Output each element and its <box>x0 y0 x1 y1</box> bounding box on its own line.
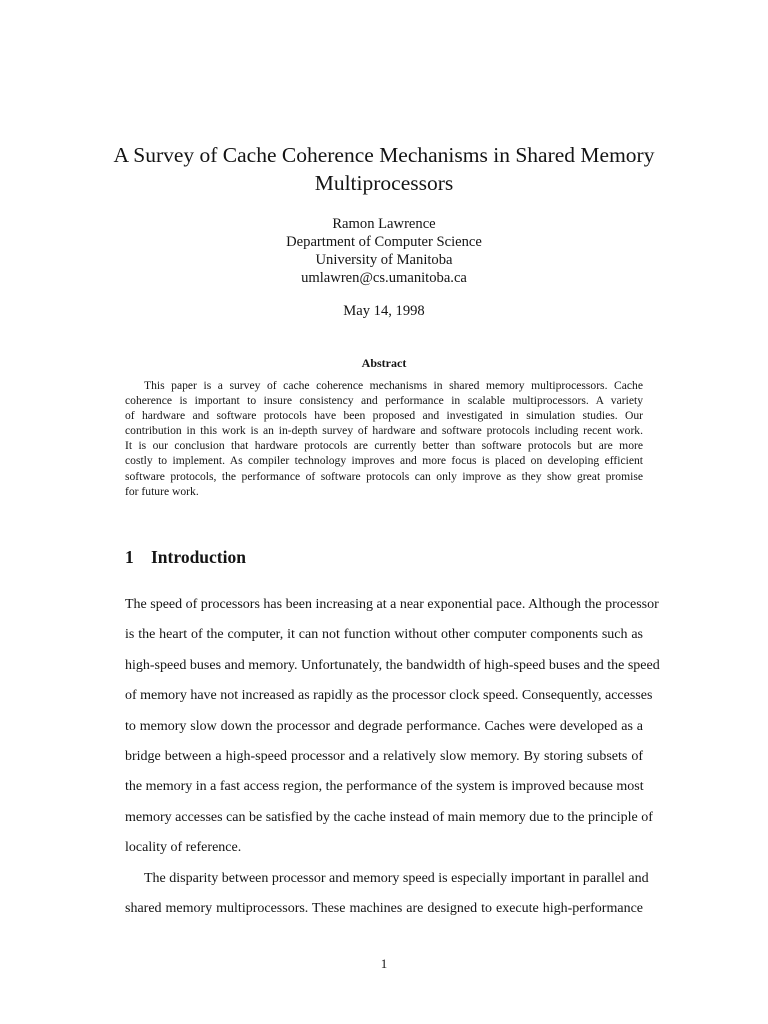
abstract-line: costly to implement. As compiler technology improves and more focus is placed on developing efficient <box>125 454 643 468</box>
body-line: the memory in a fast access region, the performance of the system is improved because most <box>125 779 644 795</box>
section-number: 1 <box>125 547 134 567</box>
author-institution: University of Manitoba <box>315 252 453 268</box>
section-title: Introduction <box>151 547 246 567</box>
paper-title <box>84 141 684 197</box>
body-line: high-speed buses and memory. Unfortunately, the bandwidth of high-speed buses and the speed <box>125 657 660 673</box>
page-number: 1 <box>380 956 388 971</box>
abstract-heading: Abstract <box>361 356 407 370</box>
title-line: Multiprocessors <box>314 171 454 195</box>
abstract-line: It is our conclusion that hardware protocols are currently better than software protocols but are more <box>125 439 643 453</box>
abstract-line: of hardware and software protocols have been proposed and investigated in simulation studies. Our <box>125 409 643 423</box>
body-line: is the heart of the computer, it can not function without other computer components such as <box>125 627 643 643</box>
body-line: shared memory multiprocessors. These machines are designed to execute high-performance <box>125 900 643 916</box>
body-line: The disparity between processor and memory speed is especially important in parallel and <box>144 870 649 886</box>
abstract-line: This paper is a survey of cache coherence mechanisms in shared memory multiprocessors. Cache <box>144 379 643 392</box>
body-line: bridge between a high-speed processor and a relatively slow memory. By storing subsets of <box>125 748 643 764</box>
paper-date: May 14, 1998 <box>343 303 425 319</box>
author-department: Department of Computer Science <box>286 234 482 250</box>
body-line: of memory have not increased as rapidly as the processor clock speed. Consequently, accesses <box>125 688 653 704</box>
abstract-line: software protocols, the performance of software protocols can only improve as they show great promise <box>125 469 643 483</box>
body-line: locality of reference. <box>125 840 242 856</box>
section-heading <box>125 546 246 568</box>
body-line: memory accesses can be satisfied by the cache instead of main memory due to the principle of <box>125 809 653 825</box>
author-email: umlawren@cs.umanitoba.ca <box>301 270 467 286</box>
body-text <box>125 595 660 929</box>
abstract-body <box>125 378 643 499</box>
abstract-line: coherence is important to insure consistency and performance in scalable multiprocessors. A variety <box>125 394 643 408</box>
author-block <box>184 215 584 287</box>
title-line: A Survey of Cache Coherence Mechanisms in Shared Memory <box>113 143 655 167</box>
author-name: Ramon Lawrence <box>332 216 436 232</box>
body-line: to memory slow down the processor and degrade performance. Caches were developed as a <box>125 718 643 734</box>
abstract-line: for future work. <box>125 484 199 498</box>
abstract-line: contribution in this work is an in-depth survey of hardware and software protocols including recent work. <box>125 424 643 438</box>
body-line: The speed of processors has been increasing at a near exponential pace. Although the processor <box>125 597 659 612</box>
